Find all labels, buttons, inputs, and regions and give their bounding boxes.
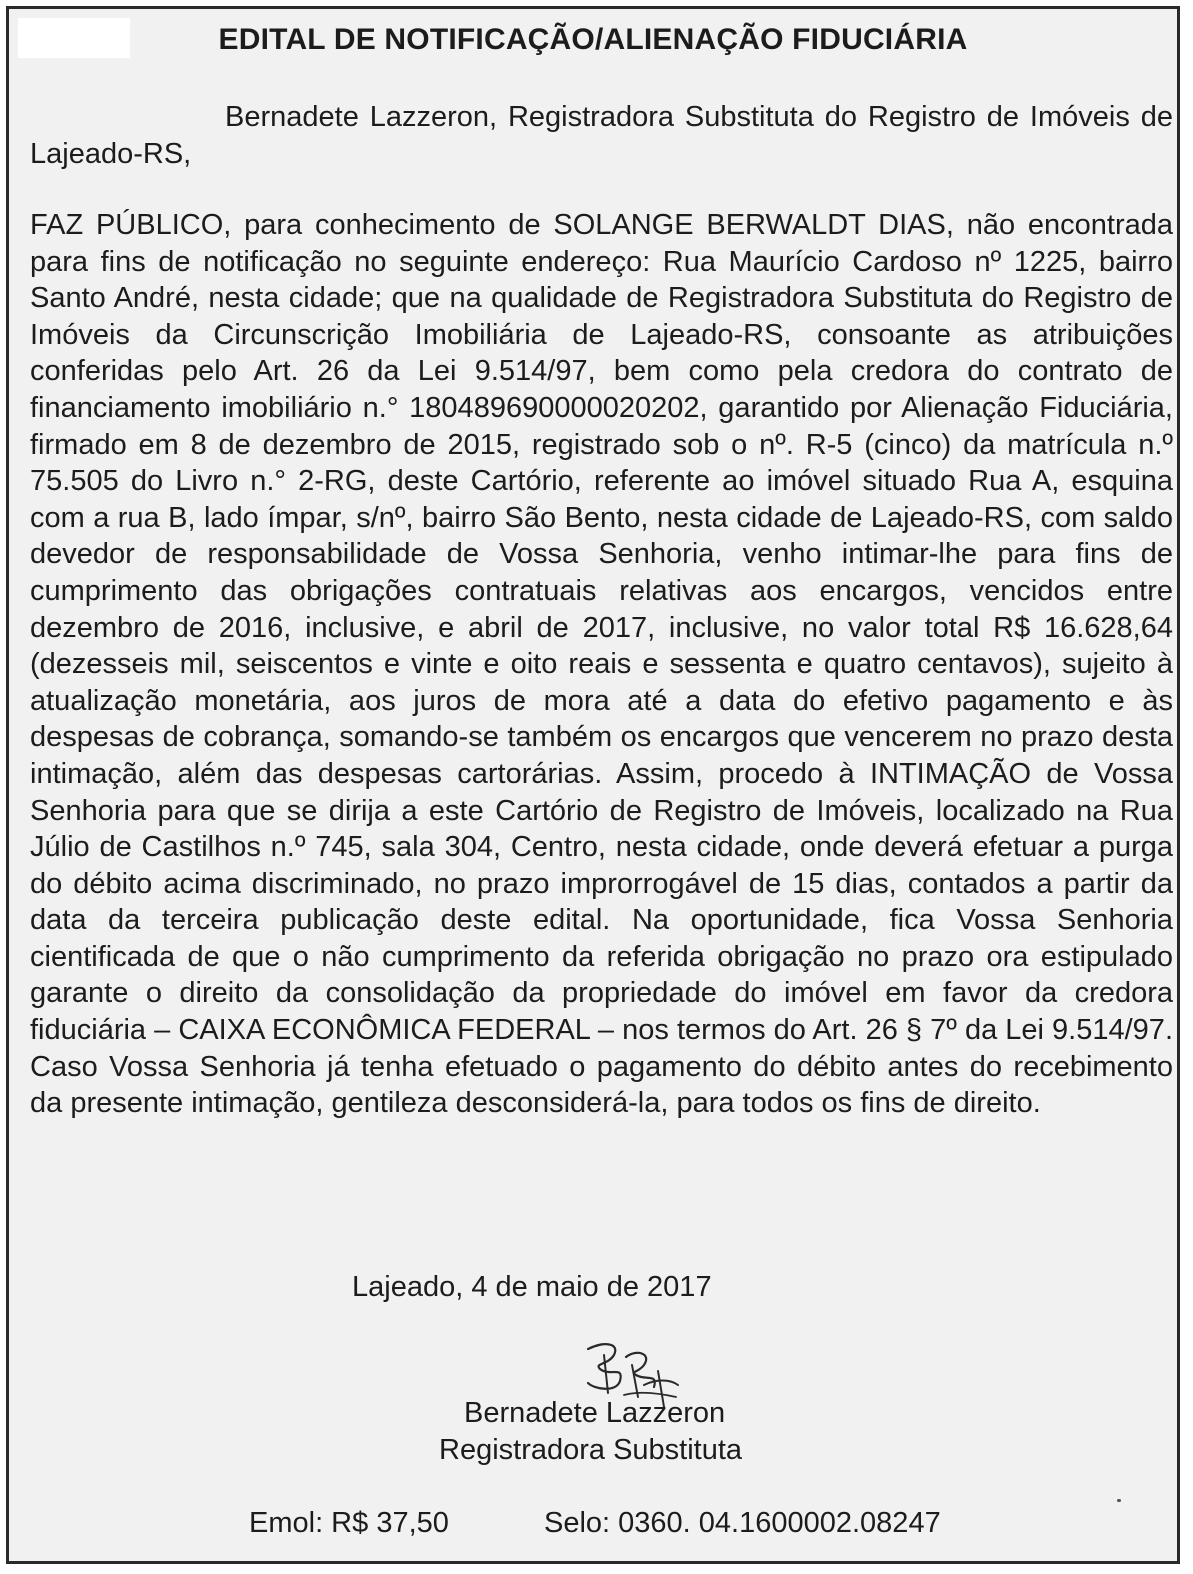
emolument-fee: Emol: R$ 37,50 bbox=[249, 1507, 449, 1539]
signer-name: Bernadete Lazzeron bbox=[464, 1397, 726, 1429]
notice-title: EDITAL DE NOTIFICAÇÃO/ALIENAÇÃO FIDUCIÁRIA bbox=[218, 23, 968, 56]
signer-role: Registradora Substituta bbox=[439, 1434, 743, 1466]
body-paragraph: FAZ PÚBLICO, para conhecimento de SOLANGE BERWALDT DIAS, não encontrada para fins de notificação no seguinte endereço: Rua Maurício Cardoso nº 1225, bairro Santo André, nesta cidade; que na qualidade de Registradora Substituta do Registro de Imóveis da Circunscrição Imobiliária de Lajeado-RS, consoante as atribuições conferidas pelo Art. 26 da Lei 9.514/97, bem como pela credora do contrato de financiamento imobiliário n.° 180489690000020202, garantido por Alienação Fiduciária, firmado em 8 de dezembro de 2015, registrado sob o nº. R-5 (cinco) da matrícula n.º 75.505 do Livro n.° 2-RG, deste Cartório, referente ao imóvel situado Rua A, esquina com a rua B, lado ímpar, s/nº, bairro São Bento, nesta cidade de Lajeado-RS, com saldo devedor de responsabilidade de Vossa Senhoria, venho intimar-lhe para fins de cumprimento das obrigações contratuais relativas aos encargos, vencidos entre dezembro de 2016, inclusive, e abril de 2017, inclusive, no valor total R$ 16.628,64 (dezesseis mil, seiscentos e vinte e oito reais e sessenta e quatro centavos), sujeito à atualização monetária, aos juros de mora até a data do efetivo pagamento e às despesas de cobrança, somando-se também os encargos que vencerem no prazo desta intimação, além das despesas cartorárias. Assim, procedo à INTIMAÇÃO de Vossa Senhoria para que se dirija a este Cartório de Registro de Imóveis, localizado na Rua Júlio de Castilhos n.º 745, sala 304, Centro, nesta cidade, onde deverá efetuar a purga do débito acima discriminado, no prazo improrrogável de 15 dias, contados a partir da data da terceira publicação deste edital. Na oportunidade, fica Vossa Senhoria cientificada de que o não cumprimento da referida obrigação no prazo ora estipulado garante o direito da consolidação da propriedade do imóvel em favor da credora fiduciária – CAIXA ECONÔMICA FEDERAL – nos termos do Art. 26 § 7º da Lei 9.514/97. Caso Vossa Senhoria já tenha efetuado o pagamento do débito antes do recebimento da presente intimação, gentileza desconsiderá-la, para todos os fins de direito. bbox=[30, 209, 1173, 1120]
date-line: Lajeado, 4 de maio de 2017 bbox=[352, 1271, 712, 1303]
seal-number: Selo: 0360. 04.1600002.08247 bbox=[544, 1507, 941, 1539]
ink-speck bbox=[1117, 1499, 1121, 1502]
intro-paragraph: Bernadete Lazzeron, Registradora Substituta do Registro de Imóveis de Lajeado-RS, bbox=[30, 101, 1173, 170]
notice-page bbox=[6, 6, 1180, 1564]
